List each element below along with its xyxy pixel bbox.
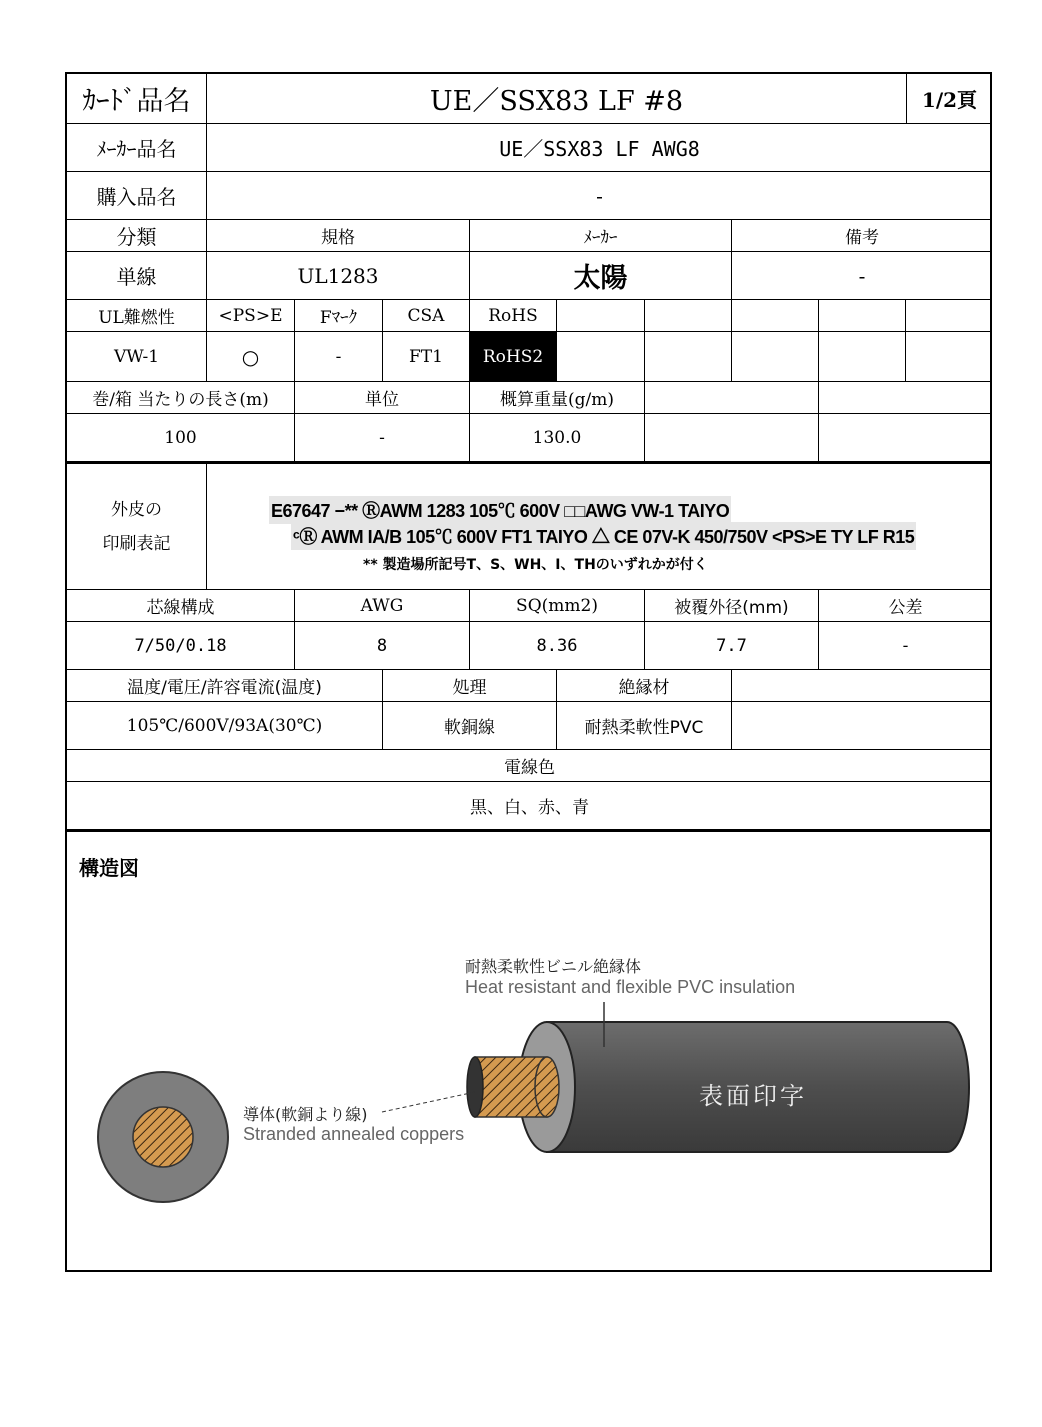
class-value: 単線 (67, 252, 207, 300)
marking-line-1: E67647 −** ⓇAWM 1283 105℃ 600V □□AWG VW-1 TAIYO (269, 496, 731, 524)
awg-header: AWG (295, 590, 470, 622)
wire-color-value: 黒、白、赤、青 (67, 782, 992, 830)
purchase-name-value: - (207, 172, 992, 220)
card-name-label: ｶｰﾄﾞ品名 (67, 74, 207, 124)
cable-illustration (67, 832, 992, 1274)
outer-diameter-value: 7.7 (645, 622, 819, 670)
purchase-name-label: 購入品名 (67, 172, 207, 220)
pse-header: <PS>E (207, 300, 295, 332)
tolerance-header: 公差 (819, 590, 992, 622)
unit-value: - (295, 414, 470, 462)
length-value: 100 (67, 414, 295, 462)
cert-empty-10 (906, 332, 992, 382)
spec-sheet (65, 72, 992, 1272)
cert-empty-9 (819, 332, 906, 382)
length-empty-4 (819, 414, 992, 462)
temp-empty-2 (732, 702, 992, 750)
length-empty-1 (645, 382, 819, 414)
temperature-header: 温度/電圧/許容電流(温度) (67, 670, 383, 702)
treatment-header: 処理 (383, 670, 557, 702)
marking-note: ** 製造場所記号T、S、WH、I、THのいずれかが付く (363, 557, 708, 573)
standard-value: UL1283 (207, 252, 470, 300)
awg-value: 8 (295, 622, 470, 670)
tolerance-value: - (819, 622, 992, 670)
remarks-header: 備考 (732, 220, 992, 252)
insulation-label-en: Heat resistant and flexible PVC insulation (465, 977, 796, 997)
insulation-header: 絶縁材 (557, 670, 732, 702)
fmark-header: Fﾏｰｸ (295, 300, 383, 332)
length-empty-2 (819, 382, 992, 414)
marking-label (67, 462, 207, 590)
cert-empty-5 (906, 300, 992, 332)
surface-print-label: 表面印字 (699, 1082, 807, 1110)
cert-empty-3 (732, 300, 819, 332)
standard-header: 規格 (207, 220, 470, 252)
ul-flame-header: UL難燃性 (67, 300, 207, 332)
core-header: 芯線構成 (67, 590, 295, 622)
remarks-value: - (732, 252, 992, 300)
cert-empty-1 (557, 300, 645, 332)
sq-header: SQ(mm2) (470, 590, 645, 622)
cert-empty-7 (645, 332, 732, 382)
conductor-label-en: Stranded annealed coppers (243, 1124, 465, 1144)
diagram-title: 構造図 (79, 856, 139, 880)
page-number: 1/2頁 (907, 74, 992, 124)
cert-empty-8 (732, 332, 819, 382)
cert-empty-2 (645, 300, 732, 332)
fmark-value: - (295, 332, 383, 382)
csa-header: CSA (383, 300, 470, 332)
maker-name-value: UE／SSX83 LF AWG8 (207, 124, 992, 172)
rohs-header: RoHS (470, 300, 557, 332)
ul-flame-value: VW-1 (67, 332, 207, 382)
treatment-value: 軟銅線 (383, 702, 557, 750)
weight-value: 130.0 (470, 414, 645, 462)
core-value: 7/50/0.18 (67, 622, 295, 670)
card-name-value: UE／SSX83 LF #8 (207, 74, 907, 124)
maker-header: ﾒｰｶｰ (470, 220, 732, 252)
outer-diameter-header: 被覆外径(mm) (645, 590, 819, 622)
temp-empty-1 (732, 670, 992, 702)
temperature-value: 105℃/600V/93A(30℃) (67, 702, 383, 750)
marking-label-line1: 外皮の (111, 499, 162, 520)
marking-line-2: ᶜⓇ AWM IA/B 105℃ 600V FT1 TAIYO △ CE 07V-K 450/750V <PS>E TY LF R15 (291, 522, 916, 550)
weight-header: 概算重量(g/m) (470, 382, 645, 414)
structure-diagram (67, 830, 992, 1274)
class-header: 分類 (67, 220, 207, 252)
wire-color-header: 電線色 (67, 750, 992, 782)
conductor-label-jp: 導体(軟銅より線) (243, 1105, 368, 1124)
insulation-value: 耐熱柔軟性PVC (557, 702, 732, 750)
unit-header: 単位 (295, 382, 470, 414)
length-empty-3 (645, 414, 819, 462)
insulation-label-jp: 耐熱柔軟性ビニル絶縁体 (465, 957, 642, 976)
cert-empty-6 (557, 332, 645, 382)
maker-value: 太陽 (470, 252, 732, 300)
length-header: 巻/箱 当たりの長さ(m) (67, 382, 295, 414)
pse-value: ○ (207, 332, 295, 382)
marking-label-line2: 印刷表記 (102, 533, 171, 554)
cross-section (98, 1072, 228, 1202)
sq-value: 8.36 (470, 622, 645, 670)
cert-empty-4 (819, 300, 906, 332)
cable-side-view (382, 1002, 969, 1152)
csa-value: FT1 (383, 332, 470, 382)
rohs-value: RoHS2 (470, 332, 557, 382)
maker-name-label: ﾒｰｶｰ品名 (67, 124, 207, 172)
marking-area (207, 462, 992, 590)
